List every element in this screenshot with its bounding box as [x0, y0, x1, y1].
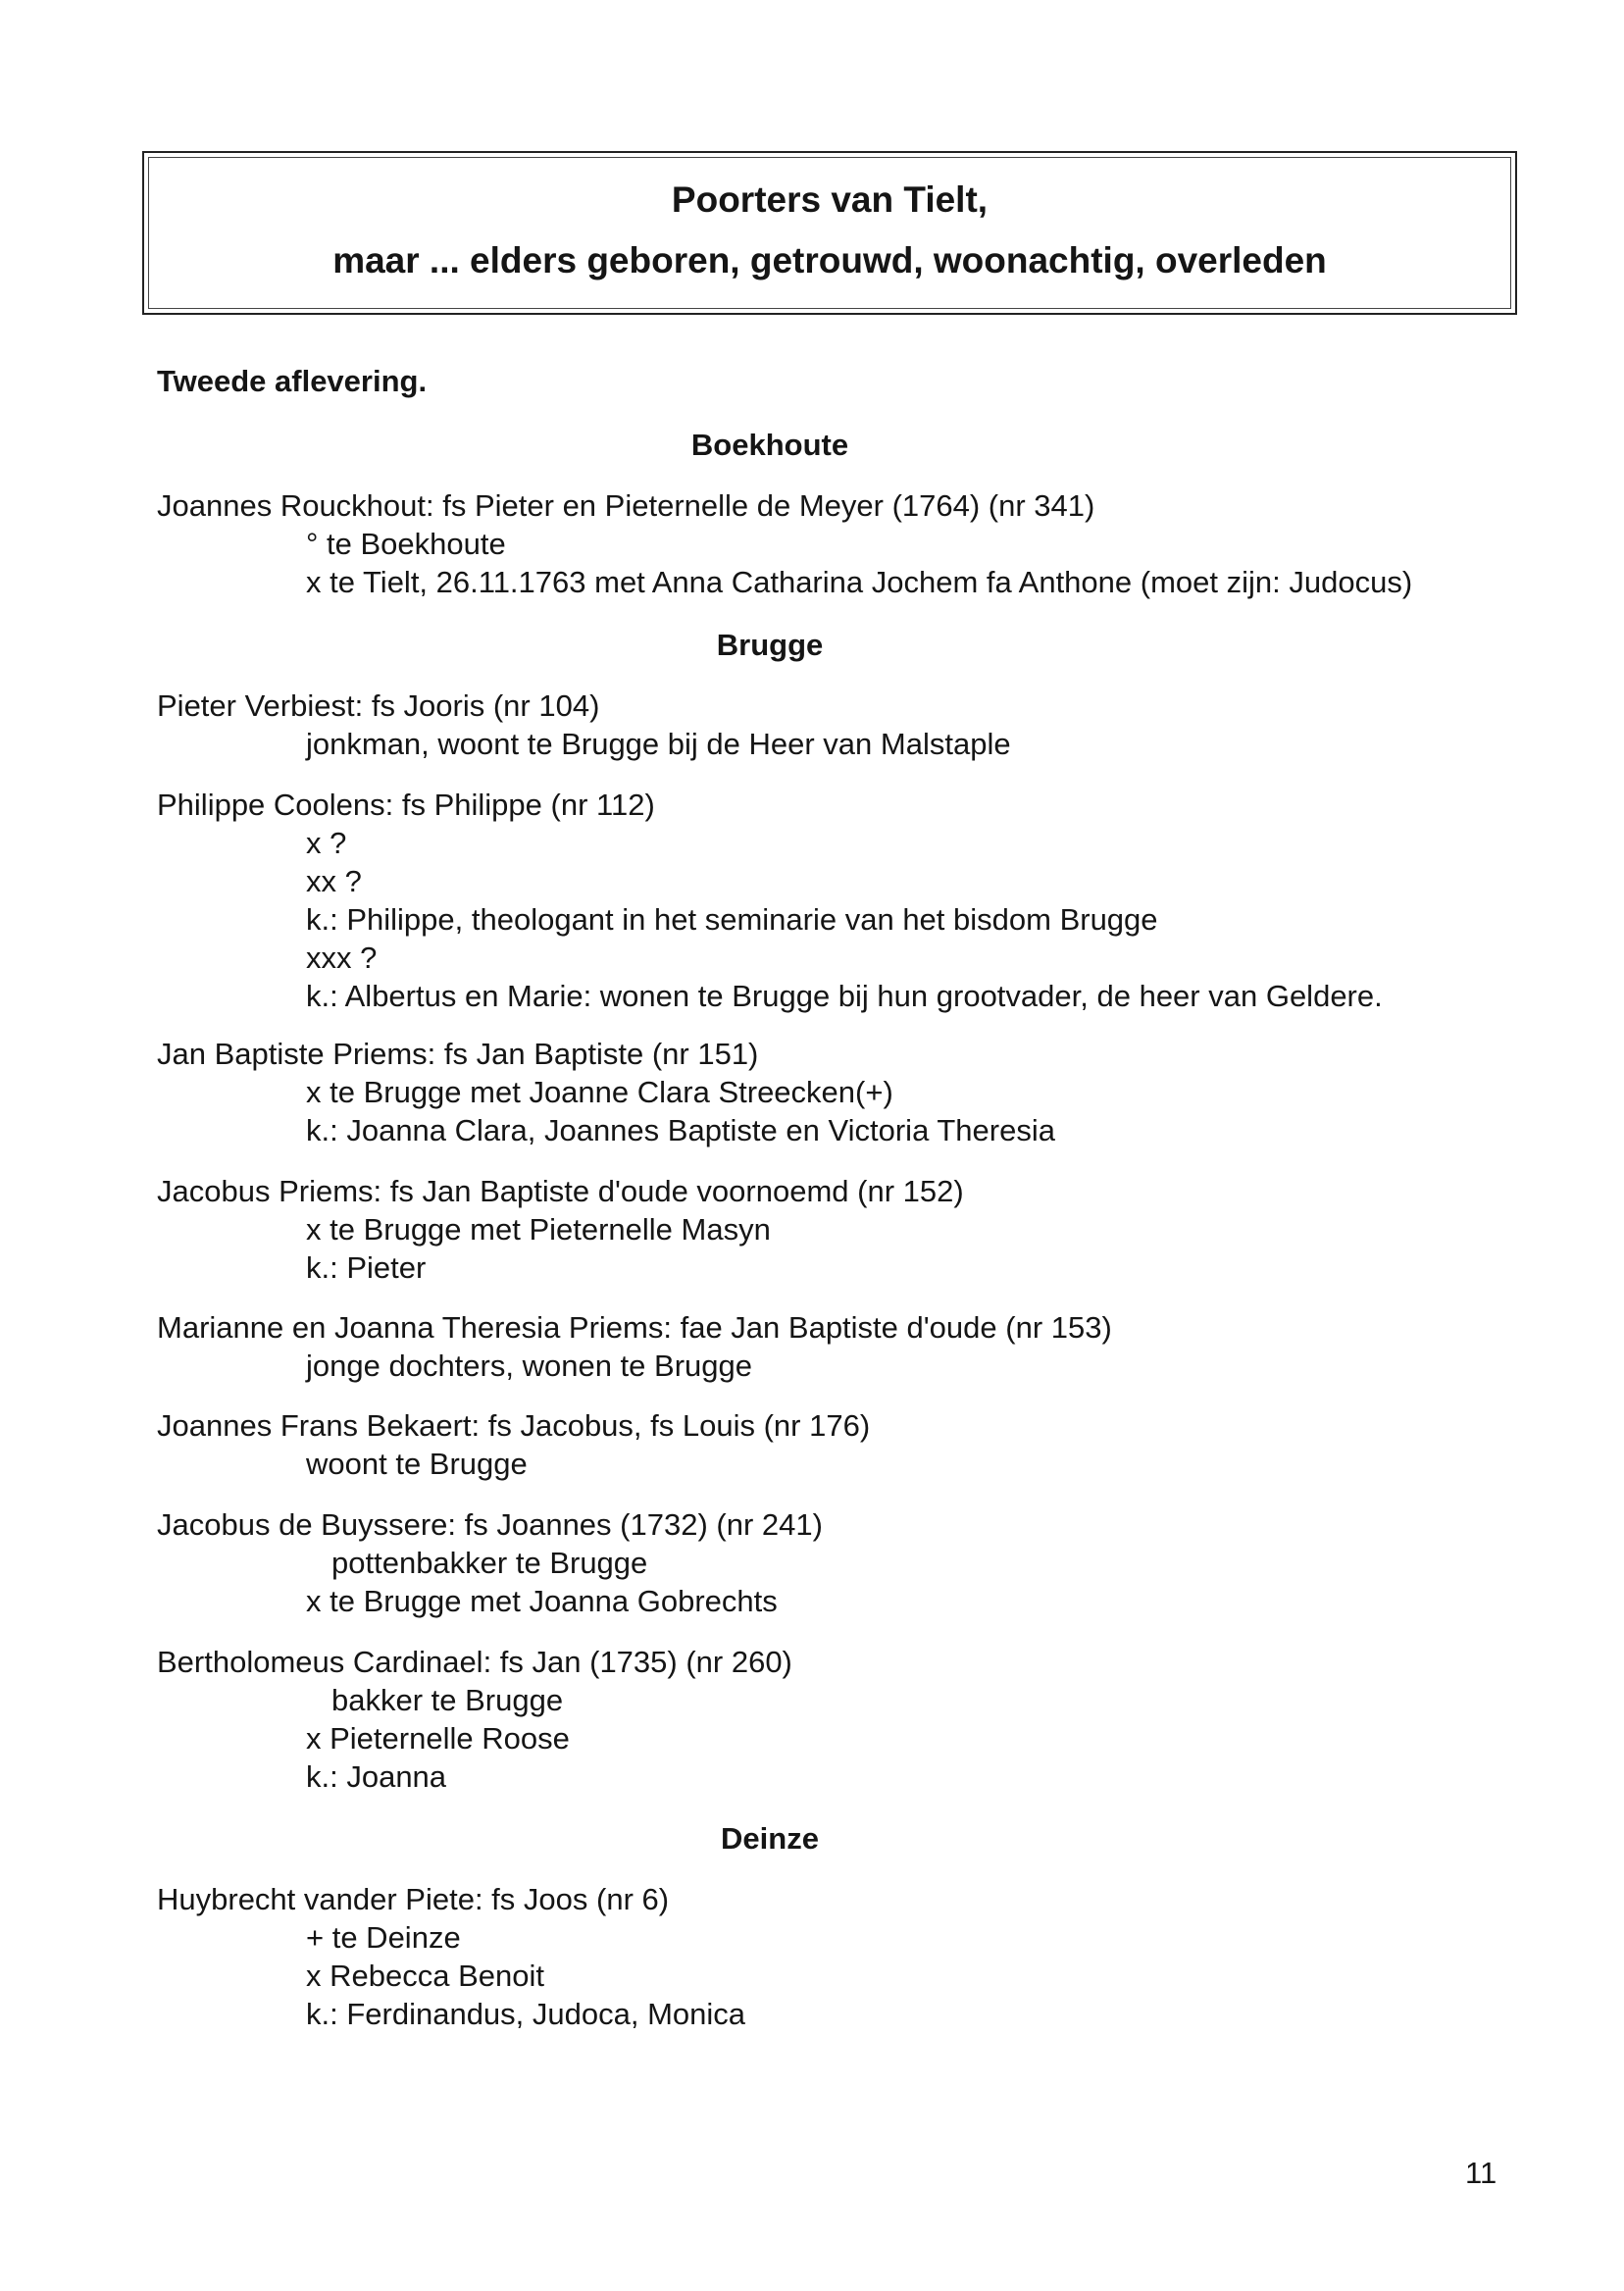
- entry-name-line: Philippe Coolens: fs Philippe (nr 112): [157, 788, 655, 822]
- entry-detail: k.: Albertus en Marie: wonen te Brugge bij hun grootvader, de heer van Geldere.: [306, 979, 1383, 1013]
- entry-name-line: Joannes Frans Bekaert: fs Jacobus, fs Louis (nr 176): [157, 1408, 871, 1443]
- entry-name-line: Jacobus de Buyssere: fs Joannes (1732) (nr 241): [157, 1507, 823, 1542]
- entry-detail: jonge dochters, wonen te Brugge: [306, 1349, 752, 1383]
- entry-name-line: Joannes Rouckhout: fs Pieter en Pieternelle de Meyer (1764) (nr 341): [157, 488, 1095, 523]
- entry-detail: k.: Philippe, theologant in het seminarie van het bisdom Brugge: [306, 902, 1158, 937]
- entry-detail: bakker te Brugge: [331, 1683, 564, 1717]
- entry-marianne-joanna-priems: [157, 1308, 1112, 1385]
- entry-jacobus-priems: [157, 1172, 964, 1287]
- entry-detail: x te Brugge met Joanne Clara Streecken(+): [306, 1075, 893, 1109]
- entry-name-line: Bertholomeus Cardinael: fs Jan (1735) (nr 260): [157, 1645, 792, 1679]
- entry-detail: jonkman, woont te Brugge bij de Heer van Malstaple: [306, 727, 1011, 761]
- entry-detail: x te Brugge met Joanna Gobrechts: [306, 1584, 778, 1618]
- entry-detail: x te Brugge met Pieternelle Masyn: [306, 1212, 771, 1247]
- title-line-1: Poorters van Tielt,: [671, 179, 989, 220]
- entry-name-line: Huybrecht vander Piete: fs Joos (nr 6): [157, 1882, 670, 1916]
- section-heading-brugge: Brugge: [716, 628, 824, 662]
- entry-detail: k.: Joanna: [306, 1759, 447, 1794]
- entry-coolens: [157, 786, 1383, 1015]
- entry-detail: xx ?: [306, 864, 362, 898]
- entry-detail: k.: Pieter: [306, 1250, 427, 1285]
- entry-rouckhout: [157, 486, 1412, 601]
- entry-jan-baptiste-priems: [157, 1035, 1055, 1149]
- entry-detail: k.: Joanna Clara, Joannes Baptiste en Victoria Theresia: [306, 1113, 1055, 1147]
- entry-detail: k.: Ferdinandus, Judoca, Monica: [306, 1997, 746, 2031]
- entry-name-line: Jan Baptiste Priems: fs Jan Baptiste (nr 151): [157, 1037, 759, 1071]
- entry-verbiest: [157, 687, 1011, 763]
- entry-detail: x Pieternelle Roose: [306, 1721, 570, 1756]
- entry-vander-piete: [157, 1880, 745, 2033]
- entry-detail: ° te Boekhoute: [306, 527, 506, 561]
- section-heading-deinze: Deinze: [721, 1821, 819, 1856]
- page-number: 11: [1465, 2156, 1497, 2190]
- entry-de-buyssere: [157, 1505, 823, 1620]
- entry-cardinael: [157, 1643, 792, 1796]
- section-heading-boekhoute: Boekhoute: [690, 428, 849, 462]
- title-line-2: maar ... elders geboren, getrouwd, woonachtig, overleden: [332, 240, 1327, 280]
- entry-detail: x ?: [306, 826, 347, 860]
- entry-detail: x te Tielt, 26.11.1763 met Anna Catharina Jochem fa Anthone (moet zijn: Judocus): [306, 565, 1413, 599]
- entry-detail: + te Deinze: [306, 1920, 461, 1955]
- entry-detail: xxx ?: [306, 941, 378, 975]
- entry-name-line: Marianne en Joanna Theresia Priems: fae Jan Baptiste d'oude (nr 153): [157, 1310, 1112, 1345]
- entry-detail: x Rebecca Benoit: [306, 1959, 544, 1993]
- entry-detail: woont te Brugge: [306, 1447, 528, 1481]
- entry-bekaert: [157, 1406, 870, 1483]
- entry-name-line: Jacobus Priems: fs Jan Baptiste d'oude voornoemd (nr 152): [157, 1174, 964, 1208]
- subtitle: Tweede aflevering.: [157, 364, 428, 398]
- entry-detail: pottenbakker te Brugge: [331, 1546, 648, 1580]
- entry-name-line: Pieter Verbiest: fs Jooris (nr 104): [157, 688, 600, 723]
